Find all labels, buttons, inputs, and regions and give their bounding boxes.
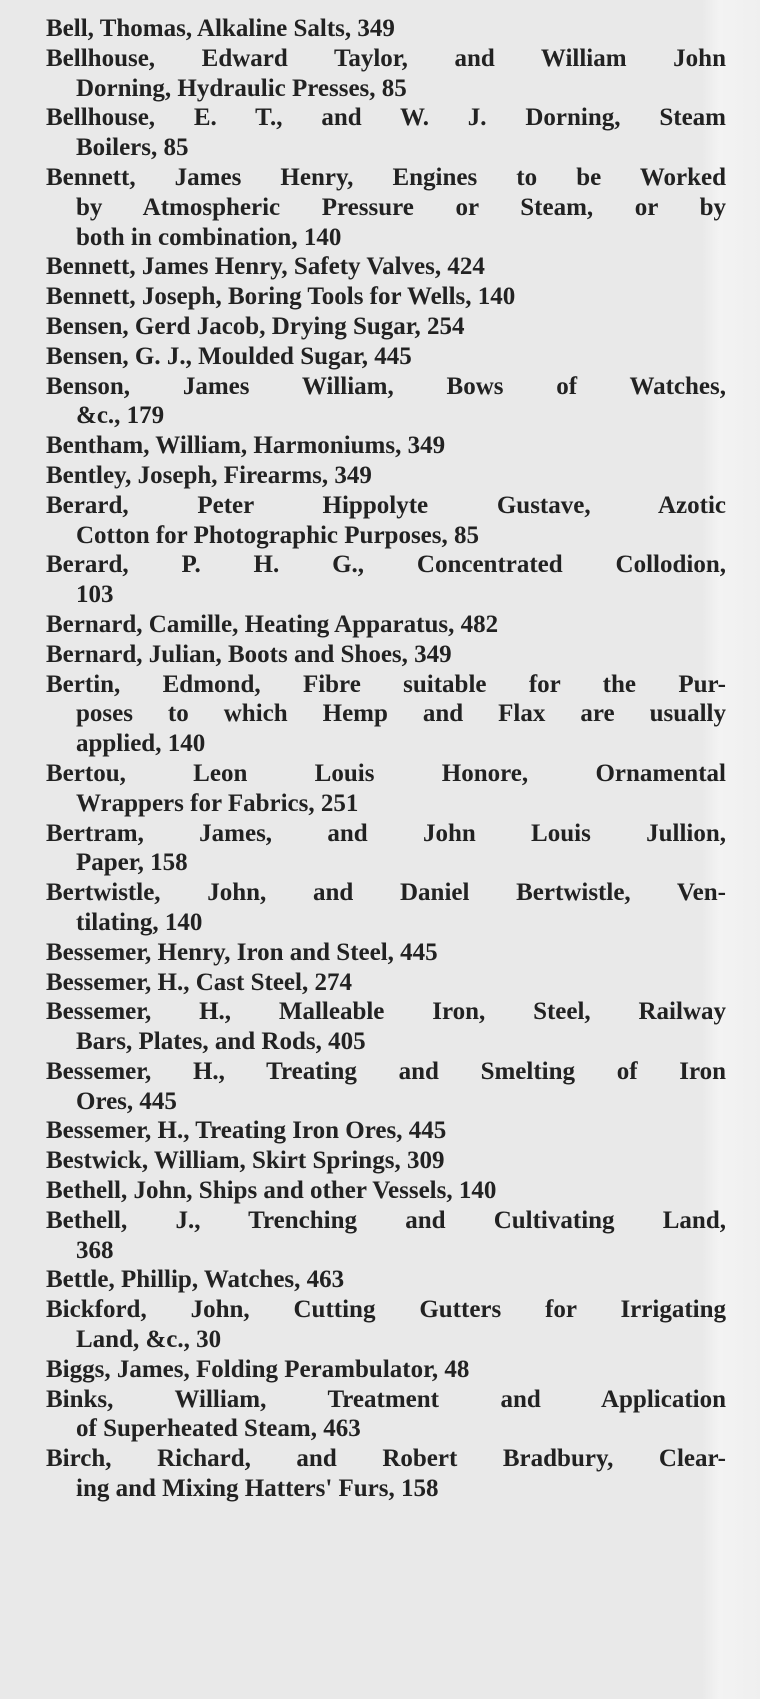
entry-line: Bestwick, William, Skirt Springs, 309 xyxy=(46,1147,445,1175)
index-entry xyxy=(46,1444,726,1504)
entry-line: Bessemer, H., Treating and Smelting of Iron xyxy=(46,1057,726,1085)
entry-line: applied, 140 xyxy=(76,730,206,758)
entry-line: Wrappers for Fabrics, 251 xyxy=(76,789,359,817)
index-entry xyxy=(46,997,726,1057)
entry-line: Bethell, J., Trenching and Cultivating Land, xyxy=(46,1206,726,1234)
entry-line: 103 xyxy=(76,581,114,609)
entry-line: Binks, William, Treatment and Application xyxy=(46,1385,726,1413)
index-entry xyxy=(46,759,726,819)
index-entry xyxy=(46,1355,726,1385)
entry-line: Bensen, G. J., Moulded Sugar, 445 xyxy=(46,342,412,370)
entry-line: Boilers, 85 xyxy=(76,134,189,162)
entry-line: poses to which Hemp and Flax are usually xyxy=(76,700,726,728)
index-entry xyxy=(46,103,726,163)
entry-line: Bell, Thomas, Alkaline Salts, 349 xyxy=(46,15,395,42)
index-entry xyxy=(46,1116,726,1146)
index-entry xyxy=(46,938,726,968)
entry-line: of Superheated Steam, 463 xyxy=(76,1415,361,1443)
entry-line: Bertram, James, and John Louis Jullion, xyxy=(46,819,726,847)
entry-line: Bellhouse, Edward Taylor, and William John xyxy=(46,44,726,72)
entry-line: &c., 179 xyxy=(76,402,165,430)
index-entry xyxy=(46,163,726,252)
index-entry xyxy=(46,878,726,938)
entry-line: both in combination, 140 xyxy=(76,223,342,251)
index-entry xyxy=(46,1146,726,1176)
entry-line: tilating, 140 xyxy=(76,908,203,936)
entry-line: Bentley, Joseph, Firearms, 349 xyxy=(46,461,372,489)
index-entry xyxy=(46,968,726,998)
index-entry xyxy=(46,610,726,640)
entry-line: Benson, James William, Bows of Watches, xyxy=(46,372,726,400)
index-entry xyxy=(46,44,726,104)
index-entry xyxy=(46,819,726,879)
entry-line: Berard, P. H. G., Concentrated Collodion, xyxy=(46,551,726,579)
entry-line: 368 xyxy=(76,1236,114,1264)
entry-line: Land, &c., 30 xyxy=(76,1326,222,1354)
entry-line: Bensen, Gerd Jacob, Drying Sugar, 254 xyxy=(46,312,465,340)
entry-line: Biggs, James, Folding Perambulator, 48 xyxy=(46,1355,470,1383)
entry-line: Bernard, Julian, Boots and Shoes, 349 xyxy=(46,640,452,668)
entry-line: Bertou, Leon Louis Honore, Ornamental xyxy=(46,759,726,787)
entry-line: Ores, 445 xyxy=(76,1087,177,1115)
entry-line: Bethell, John, Ships and other Vessels, 140 xyxy=(46,1177,497,1205)
entry-line: Bentham, William, Harmoniums, 349 xyxy=(46,432,446,460)
index-page xyxy=(46,14,726,1504)
index-entry xyxy=(46,1057,726,1117)
index-entry xyxy=(46,461,726,491)
index-entry xyxy=(46,342,726,372)
index-entry xyxy=(46,491,726,551)
index-entry xyxy=(46,1206,726,1266)
index-entry xyxy=(46,1265,726,1295)
entry-line: Bertwistle, John, and Daniel Bertwistle, Ven- xyxy=(46,879,726,907)
index-entry xyxy=(46,550,726,610)
entry-line: Bennett, Joseph, Boring Tools for Wells, 140 xyxy=(46,283,516,311)
index-entry xyxy=(46,282,726,312)
entry-line: ing and Mixing Hatters' Furs, 158 xyxy=(76,1475,439,1503)
entry-line: Bessemer, H., Cast Steel, 274 xyxy=(46,968,352,996)
entry-line: Birch, Richard, and Robert Bradbury, Clear- xyxy=(46,1445,726,1473)
entry-line: Bennett, James Henry, Engines to be Worked xyxy=(46,163,726,191)
index-entry xyxy=(46,1176,726,1206)
entry-line: Bars, Plates, and Rods, 405 xyxy=(76,1028,366,1056)
entry-line: by Atmospheric Pressure or Steam, or by xyxy=(76,193,726,221)
index-entry xyxy=(46,372,726,432)
index-entry xyxy=(46,14,726,44)
entry-line: Cotton for Photographic Purposes, 85 xyxy=(76,521,480,549)
entry-line: Dorning, Hydraulic Presses, 85 xyxy=(76,74,407,102)
index-entry xyxy=(46,431,726,461)
entry-line: Bennett, James Henry, Safety Valves, 424 xyxy=(46,253,485,281)
index-entry xyxy=(46,670,726,759)
entry-line: Bessemer, H., Malleable Iron, Steel, Railway xyxy=(46,998,726,1026)
entry-line: Bickford, John, Cutting Gutters for Irrigating xyxy=(46,1296,726,1324)
entry-line: Berard, Peter Hippolyte Gustave, Azotic xyxy=(46,491,726,519)
entry-line: Paper, 158 xyxy=(76,849,188,877)
index-entry xyxy=(46,1295,726,1355)
entry-line: Bernard, Camille, Heating Apparatus, 482 xyxy=(46,610,499,638)
entry-line: Bessemer, Henry, Iron and Steel, 445 xyxy=(46,938,438,966)
entry-line: Bessemer, H., Treating Iron Ores, 445 xyxy=(46,1117,447,1145)
index-entry xyxy=(46,312,726,342)
index-entry xyxy=(46,1385,726,1445)
entry-line: Bellhouse, E. T., and W. J. Dorning, Steam xyxy=(46,104,726,132)
entry-line: Bettle, Phillip, Watches, 463 xyxy=(46,1266,345,1294)
index-entry xyxy=(46,640,726,670)
index-entry xyxy=(46,252,726,282)
entry-line: Bertin, Edmond, Fibre suitable for the Pur- xyxy=(46,670,726,698)
